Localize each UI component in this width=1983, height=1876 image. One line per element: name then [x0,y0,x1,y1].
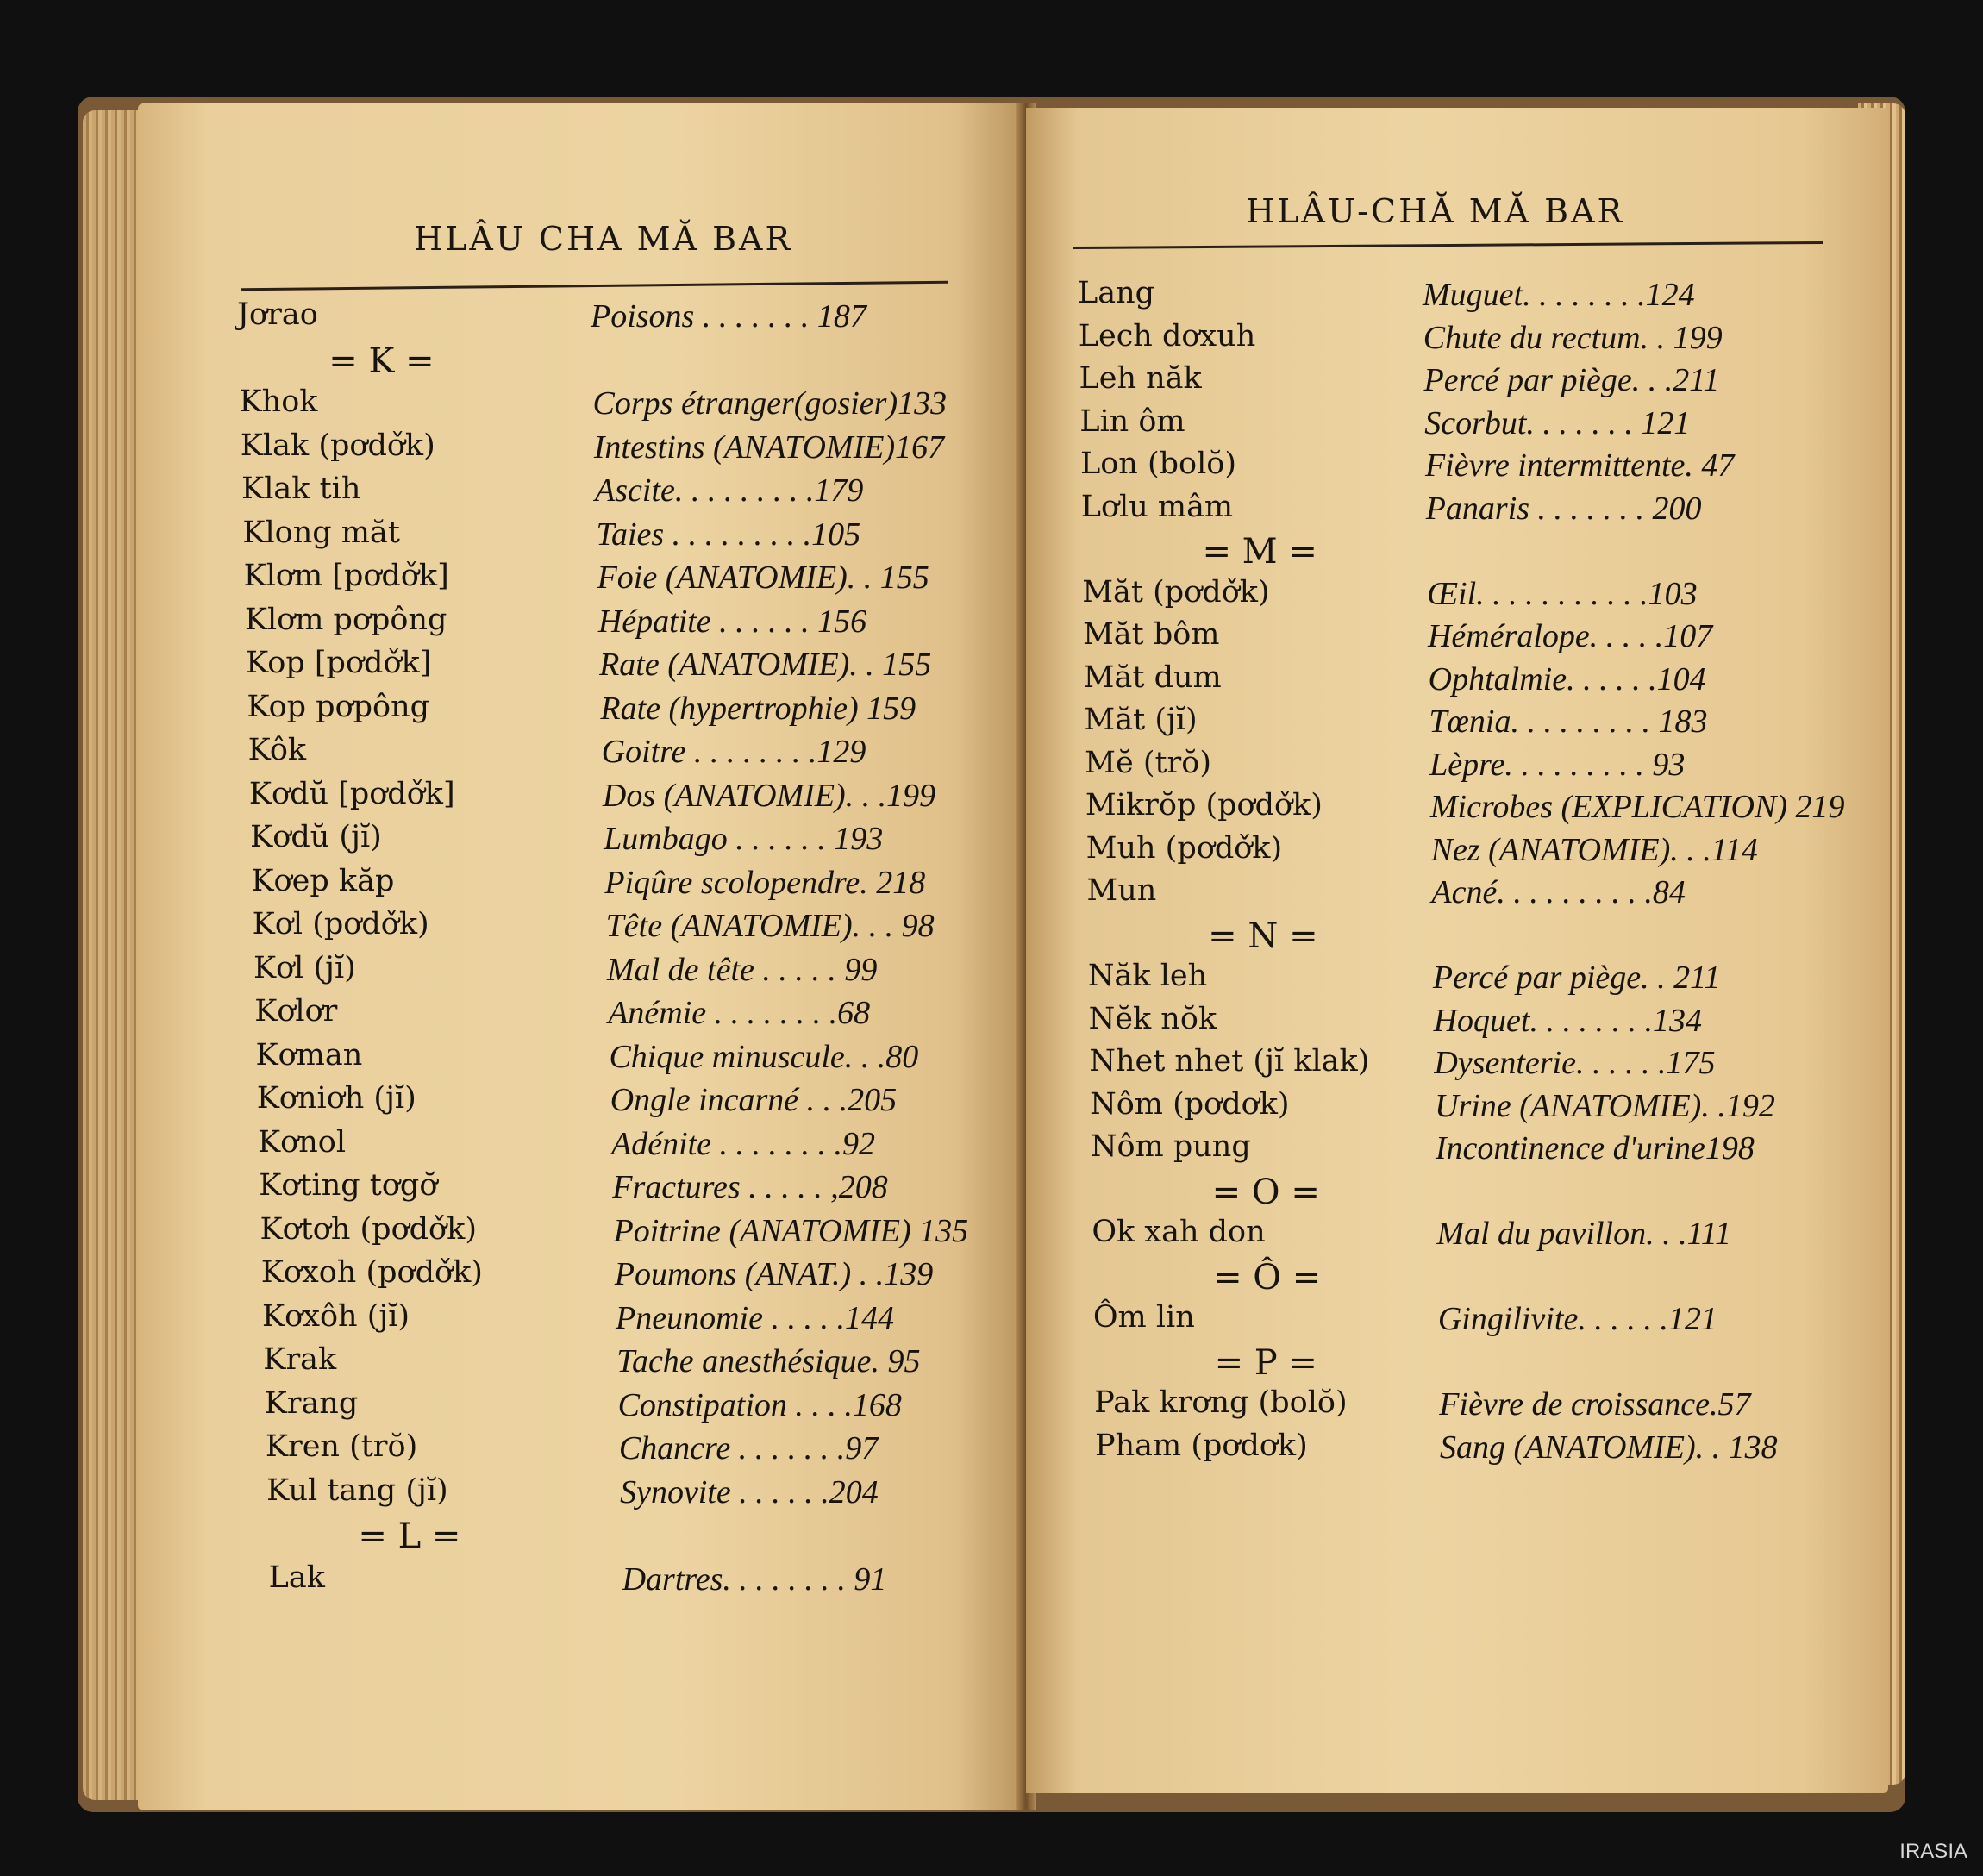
entry-gloss: Chute du rectum. . 199 [1423,319,1723,356]
entry-term: Măt (pơdơ̌k) [1082,574,1270,610]
entry-gloss: Poisons . . . . . . . 187 [591,298,866,335]
index-entry [1085,746,1861,787]
index-entry [246,646,1004,687]
entry-gloss: Mal du pavillon. . .111 [1436,1216,1731,1252]
entry-term: Mun [1086,873,1157,908]
entry-term: Kơnol [257,1124,347,1160]
section-letter: = O = [1211,1172,1320,1212]
index-entry [1088,959,1864,1000]
entry-term: Ôm lin [1092,1300,1195,1335]
entry-gloss: Muguet. . . . . . . .124 [1423,277,1695,313]
index-entry [263,1342,1022,1384]
entry-term: Năk leh [1087,959,1208,993]
entry-term: Nôm (pơdơk) [1090,1086,1290,1122]
entry-gloss: Poitrine (ANATOMIE) 135 [613,1212,969,1249]
entry-gloss: Dos (ANATOMIE). . .199 [602,777,936,814]
entry-term: Lak [268,1560,325,1595]
entry-gloss: Tête (ANATOMIE). . . 98 [605,908,935,944]
section-letter: = N = [1208,916,1318,956]
entry-gloss: Tache anesthésique. 95 [616,1343,921,1379]
entry-term: Khok [239,385,318,419]
entry-gloss: Hoquet. . . . . . . .134 [1433,1002,1702,1039]
entry-term: Măt bôm [1082,617,1220,652]
index-entry [241,472,1000,513]
entry-gloss: Sang (ANATOMIE). . 138 [1440,1429,1778,1466]
entry-gloss: Rate (hypertrophie) 159 [600,690,916,727]
entry-gloss: Chique minuscule. . .80 [609,1038,919,1075]
entry-term: Pak krơng (bolŏ) [1094,1385,1348,1420]
index-entry [1089,1044,1865,1085]
entry-term: Krang [264,1385,359,1421]
index-entry [257,1081,1016,1122]
entry-gloss: Adénite . . . . . . . .92 [610,1125,876,1162]
entry-term: Kơting tơgơ̆ [259,1168,438,1203]
index-entry [250,820,1009,861]
index-entry [262,1299,1021,1341]
index-entry [1081,490,1857,531]
entry-gloss: Ongle incarné . . .205 [610,1082,898,1118]
index-entry [1079,319,1855,360]
index-entry [244,559,1003,600]
section-letter: = Ô = [1213,1257,1322,1298]
entry-gloss: Piqûre scolopendre. 218 [604,864,926,901]
entry-gloss: Incontinence d'urine198 [1435,1130,1755,1166]
entry-term: Lơlu mâm [1080,489,1234,524]
entry-gloss: Fractures . . . . . ,208 [612,1169,888,1205]
entry-gloss: Panaris . . . . . . . 200 [1425,490,1702,527]
entry-gloss: Poumons (ANAT.) . .139 [614,1256,934,1292]
entry-gloss: Synovite . . . . . .204 [620,1473,879,1510]
section-letter: = K = [328,341,435,381]
index-entry [253,951,1012,992]
index-entry [240,385,998,426]
entry-term: Kơtơh (pơdơ̌k) [260,1211,477,1247]
index-entry [237,297,996,339]
index-entry [253,907,1011,948]
index-entry [255,1038,1014,1079]
index-entry [254,994,1013,1035]
entry-term: Lech dơxuh [1078,318,1256,353]
index-entry [1078,276,1854,317]
entry-gloss: Constipation . . . .168 [617,1386,902,1423]
entry-gloss: Gingilivite. . . . . .121 [1437,1301,1717,1337]
entry-gloss: Pneunomie . . . . .144 [616,1299,894,1336]
index-entry [261,1255,1020,1297]
entry-gloss: Lèpre. . . . . . . . . 93 [1429,746,1686,783]
index-entry [1092,1215,1867,1256]
index-entry [241,428,999,470]
entry-term: Lon (bolŏ) [1079,447,1237,481]
entry-term: Klong măt [242,515,400,550]
entry-term: Kơman [255,1037,363,1072]
entry-term: Krak [263,1342,337,1377]
entry-gloss: Fièvre de croissance.57 [1439,1386,1751,1423]
section-letter: = P = [1214,1342,1317,1383]
entry-term: Leh năk [1079,361,1202,396]
index-entry [1079,404,1855,446]
watermark: IRASIA [1899,1840,1967,1863]
index-entry [249,777,1008,818]
entry-term: Măt (jĭ) [1084,703,1198,737]
entry-gloss: Tœnia. . . . . . . . . 183 [1429,704,1708,740]
index-entry [1089,1002,1865,1043]
index-entry [259,1168,1017,1210]
index-entry [251,864,1010,905]
index-entry [245,603,1004,644]
entry-gloss: Percé par piège. . .211 [1423,362,1720,398]
entry-gloss: Fièvre intermittente. 47 [1424,447,1735,484]
entry-term: Lang [1078,276,1155,310]
entry-gloss: Chancre . . . . . . .97 [618,1430,879,1466]
index-entry [265,1386,1023,1428]
left-page [138,103,1026,1810]
entry-gloss: Acné. . . . . . . . . .84 [1431,874,1686,910]
index-entry [260,1212,1019,1254]
index-entry [1079,361,1855,403]
entry-term: Kơl (jĭ) [253,950,356,985]
right-page [1026,108,1888,1793]
entry-term: Kôk [247,733,307,767]
index-entry [1095,1429,1871,1470]
index-entry [248,733,1007,774]
entry-term: Kren (trŏ) [265,1429,418,1464]
entry-term: Klak (pơdơ̌k) [240,428,435,463]
left-entry-list [138,103,1026,1810]
entry-gloss: Œil. . . . . . . . . . .103 [1427,575,1698,612]
right-running-header: HLÂU-CHĂ MĂ BAR [1246,192,1625,230]
index-entry [1083,617,1859,659]
entry-term: Pham (pơdơk) [1095,1428,1308,1463]
entry-gloss: Scorbut. . . . . . . 121 [1424,404,1691,441]
entry-term: Măt dum [1083,660,1222,695]
entry-term: Nôm pung [1090,1129,1251,1164]
entry-term: Jơrao [237,297,318,332]
index-entry [1082,575,1858,616]
entry-gloss: Intestins (ANATOMIE)167 [593,428,945,466]
entry-gloss: Dysenterie. . . . . .175 [1434,1045,1716,1081]
entry-gloss: Rate (ANATOMIE). . 155 [599,647,932,683]
entry-term: Kop [pơdơ̌k] [246,646,432,680]
entry-gloss: Lumbago . . . . . . 193 [604,821,884,857]
index-entry [1080,447,1856,488]
index-entry [1093,1300,1869,1341]
entry-gloss: Corps étranger(gosier)133 [592,385,948,422]
entry-term: Muh (pơdơ̌k) [1085,830,1283,866]
entry-gloss: Percé par piège. . 211 [1432,960,1721,996]
entry-term: Mikrŏp (pơdơ̌k) [1085,788,1323,822]
entry-gloss: Dartres. . . . . . . . 91 [622,1560,887,1598]
index-entry [1086,873,1862,915]
index-entry [269,1560,1026,1602]
index-entry [242,516,1001,557]
right-entry-list [1026,108,1888,1793]
index-entry [247,690,1005,731]
entry-term: Kơxôh (jĭ) [262,1298,410,1334]
entry-gloss: Urine (ANATOMIE). .192 [1435,1087,1775,1124]
index-entry [258,1125,1017,1166]
index-entry [1086,831,1862,872]
entry-gloss: Taies . . . . . . . . .105 [596,516,861,553]
entry-term: Kơep kăp [251,863,395,898]
entry-term: Nĕk nŏk [1088,1001,1217,1036]
index-entry [1085,788,1861,829]
entry-gloss: Hépatite . . . . . . 156 [597,603,867,640]
entry-term: Klak tih [241,472,361,506]
entry-gloss: Mal de tête . . . . . 99 [606,951,878,988]
entry-term: Kơdŭ (jĭ) [250,820,382,854]
entry-gloss: Foie (ANATOMIE). . 155 [597,560,929,596]
entry-gloss: Anémie . . . . . . . .68 [608,995,871,1031]
left-running-header: HLÂU CHA MĂ BAR [414,220,793,258]
entry-term: Kop pơpông [247,689,430,724]
entry-gloss: Ophtalmie. . . . . .104 [1428,660,1706,697]
section-letter: = M = [1202,532,1317,572]
entry-gloss: Héméralope. . . . .107 [1427,618,1713,654]
entry-term: Kul tang (jĭ) [266,1473,448,1508]
index-entry [1090,1087,1866,1129]
section-letter: = L = [358,1516,461,1556]
entry-gloss: Goitre . . . . . . . .129 [601,734,866,770]
entry-gloss: Ascite. . . . . . . . .179 [595,472,864,509]
entry-term: Kơxoh (pơdơ̌k) [260,1255,483,1290]
index-entry [266,1429,1024,1471]
entry-term: Nhet nhet (jĭ klak) [1089,1044,1370,1079]
entry-term: Lin ôm [1079,403,1185,439]
index-entry [1084,660,1860,702]
entry-gloss: Nez (ANATOMIE). . .114 [1430,831,1758,868]
entry-term: Klơm pơpông [244,602,447,637]
entry-term: Kơniơh (jĭ) [256,1081,416,1116]
entry-term: Mĕ (trŏ) [1085,745,1212,780]
index-entry [1084,703,1860,744]
entry-gloss: Microbes (EXPLICATION) 219 [1429,789,1845,825]
index-entry [1091,1129,1867,1171]
index-entry [1094,1385,1870,1427]
index-entry [266,1473,1025,1515]
entry-term: Kơl (pơdơ̌k) [252,907,429,941]
entry-term: Klơm [pơdơ̌k] [243,559,449,593]
entry-term: Ok xah don [1092,1215,1266,1249]
entry-term: Kơlơr [254,994,338,1029]
entry-term: Kơdŭ [pơdơ̌k] [248,776,455,811]
